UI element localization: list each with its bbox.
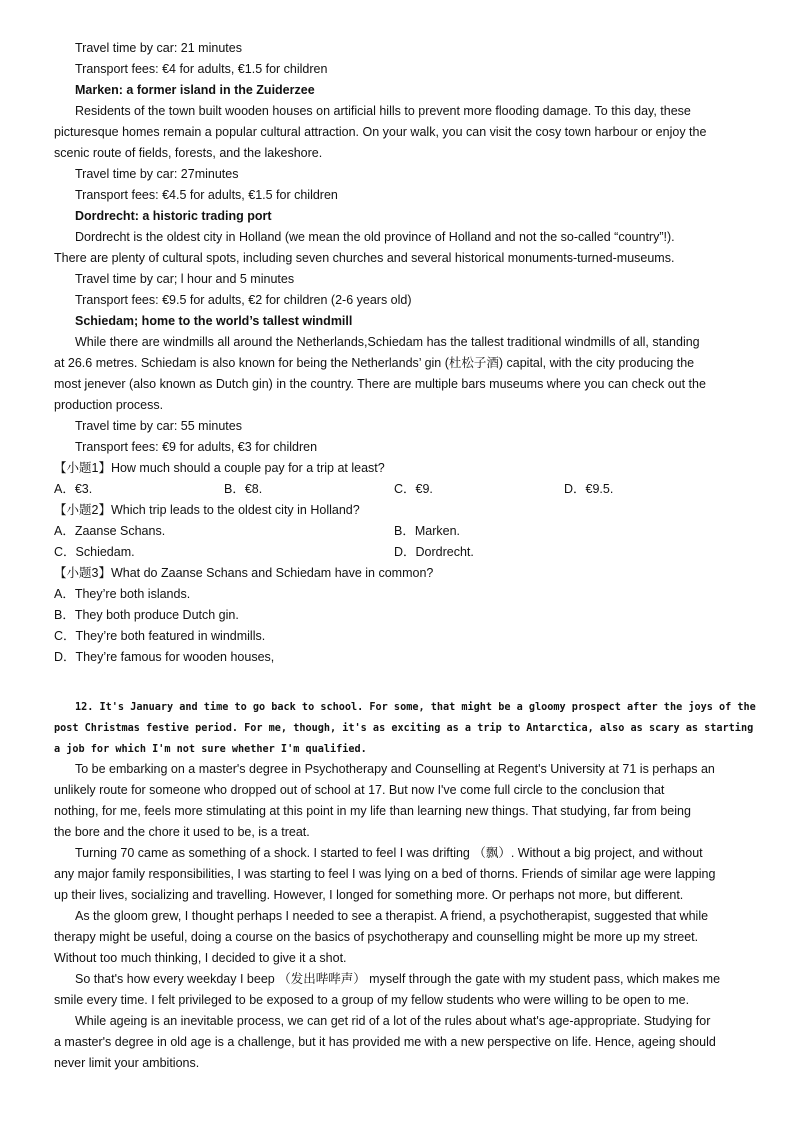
passage-line: Turning 70 came as something of a shock. I started to feel I was drifting （飘）. Without a big project, and without [75,846,703,860]
passage-line: smile every time. I felt privileged to be exposed to a group of my fellow students who were willing to be open to me. [54,993,690,1007]
section-heading: Marken: a former island in the Zuiderzee [75,83,315,97]
answer-option: B．€8. [224,482,263,496]
passage-intro-line: a job for which I'm not sure whether I'm qualified. [54,744,367,755]
passage-line: Transport fees: €9 for adults, €3 for children [75,440,318,454]
passage-line: Transport fees: €4 for adults, €1.5 for children [75,62,328,76]
passage-line: There are plenty of cultural spots, including seven churches and several historical monuments-turned-museums. [54,251,675,265]
passage-line: up their lives, socializing and travelling. However, I longed for something more. Or perhaps not more, but different. [54,888,684,902]
passage-line: As the gloom grew, I thought perhaps I needed to see a therapist. A friend, a psychotherapist, suggested that while [75,909,709,923]
passage-line: any major family responsibilities, I was starting to feel I was lying on a bed of thorns. Friends of similar age were lapping [54,867,716,881]
passage-intro-line: post Christmas festive period. For me, though, it's as exciting as a trip to Antarctica, also as scary as starting [54,723,754,734]
passage-line: While ageing is an inevitable process, we can get rid of a lot of the rules about what's age-appropriate. Studying for [75,1014,711,1028]
passage-line: at 26.6 metres. Schiedam is also known for being the Netherlands’ gin (杜松子酒) capital, with the city producing the [54,356,695,370]
passage-line: Without too much thinking, I decided to give it a shot. [54,951,347,965]
answer-option: B．Marken. [394,524,460,538]
passage-line: Transport fees: €4.5 for adults, €1.5 for children [75,188,338,202]
question-stem: 【小题1】How much should a couple pay for a trip at least? [54,461,385,475]
answer-option: A．€3. [54,482,93,496]
passage-line: most jenever (also known as Dutch gin) in the country. There are multiple bars museums where you can check out the [54,377,706,391]
passage-line: a master's degree in old age is a challenge, but it has provided me with a new perspective on life. Hence, ageing should [54,1035,716,1049]
answer-option: C．Schiedam. [54,545,135,559]
passage-line: never limit your ambitions. [54,1056,200,1070]
passage-line: Travel time by car: 21 minutes [75,41,242,55]
passage-line: Travel time by car: 27minutes [75,167,239,181]
passage-line: the bore and the chore it used to be, is a treat. [54,825,310,839]
answer-option: D．Dordrecht. [394,545,474,559]
answer-option: A．They’re both islands. [54,587,191,601]
answer-option: D．€9.5. [564,482,614,496]
passage-line: Transport fees: €9.5 for adults, €2 for children (2-6 years old) [75,293,412,307]
passage-line: production process. [54,398,164,412]
passage-intro-line: 12. It's January and time to go back to school. For some, that might be a gloomy prospect after the joys of the [75,702,756,713]
answer-option: D．They’re famous for wooden houses, [54,650,275,664]
passage-line: picturesque homes remain a popular cultural attraction. On your walk, you can visit the cosy town harbour or enjoy the [54,125,707,139]
passage-line: Travel time by car; l hour and 5 minutes [75,272,295,286]
section-heading: Dordrecht: a historic trading port [75,209,272,223]
passage-line: Travel time by car: 55 minutes [75,419,242,433]
question-stem: 【小题2】Which trip leads to the oldest city in Holland? [54,503,360,517]
answer-option: B．They both produce Dutch gin. [54,608,239,622]
question-stem: 【小题3】What do Zaanse Schans and Schiedam have in common? [54,566,434,580]
answer-option: C．They’re both featured in windmills. [54,629,266,643]
answer-option: C．€9. [394,482,433,496]
passage-line: unlikely route for someone who dropped out of school at 17. But now I've come full circle to the conclusion that [54,783,665,797]
answer-option: A．Zaanse Schans. [54,524,166,538]
passage-line: scenic route of fields, forests, and the lakeshore. [54,146,323,160]
section-heading: Schiedam; home to the world’s tallest windmill [75,314,353,328]
passage-line: therapy might be useful, doing a course on the basics of psychotherapy and counselling might be more up my street. [54,930,699,944]
passage-line: To be embarking on a master's degree in Psychotherapy and Counselling at Regent's University at 71 is perhaps an [75,762,715,776]
passage-line: So that's how every weekday I beep （发出哔哔声） myself through the gate with my student pass, which makes me [75,972,721,986]
passage-line: Dordrecht is the oldest city in Holland (we mean the old province of Holland and not the so-called “country”!). [75,230,675,244]
passage-line: nothing, for me, feels more stimulating at this point in my life than learning new things. That studying, far from being [54,804,691,818]
passage-line: Residents of the town built wooden houses on artificial hills to prevent more flooding damage. To this day, these [75,104,691,118]
passage-line: While there are windmills all around the Netherlands,Schiedam has the tallest traditional windmills of all, standing [75,335,700,349]
